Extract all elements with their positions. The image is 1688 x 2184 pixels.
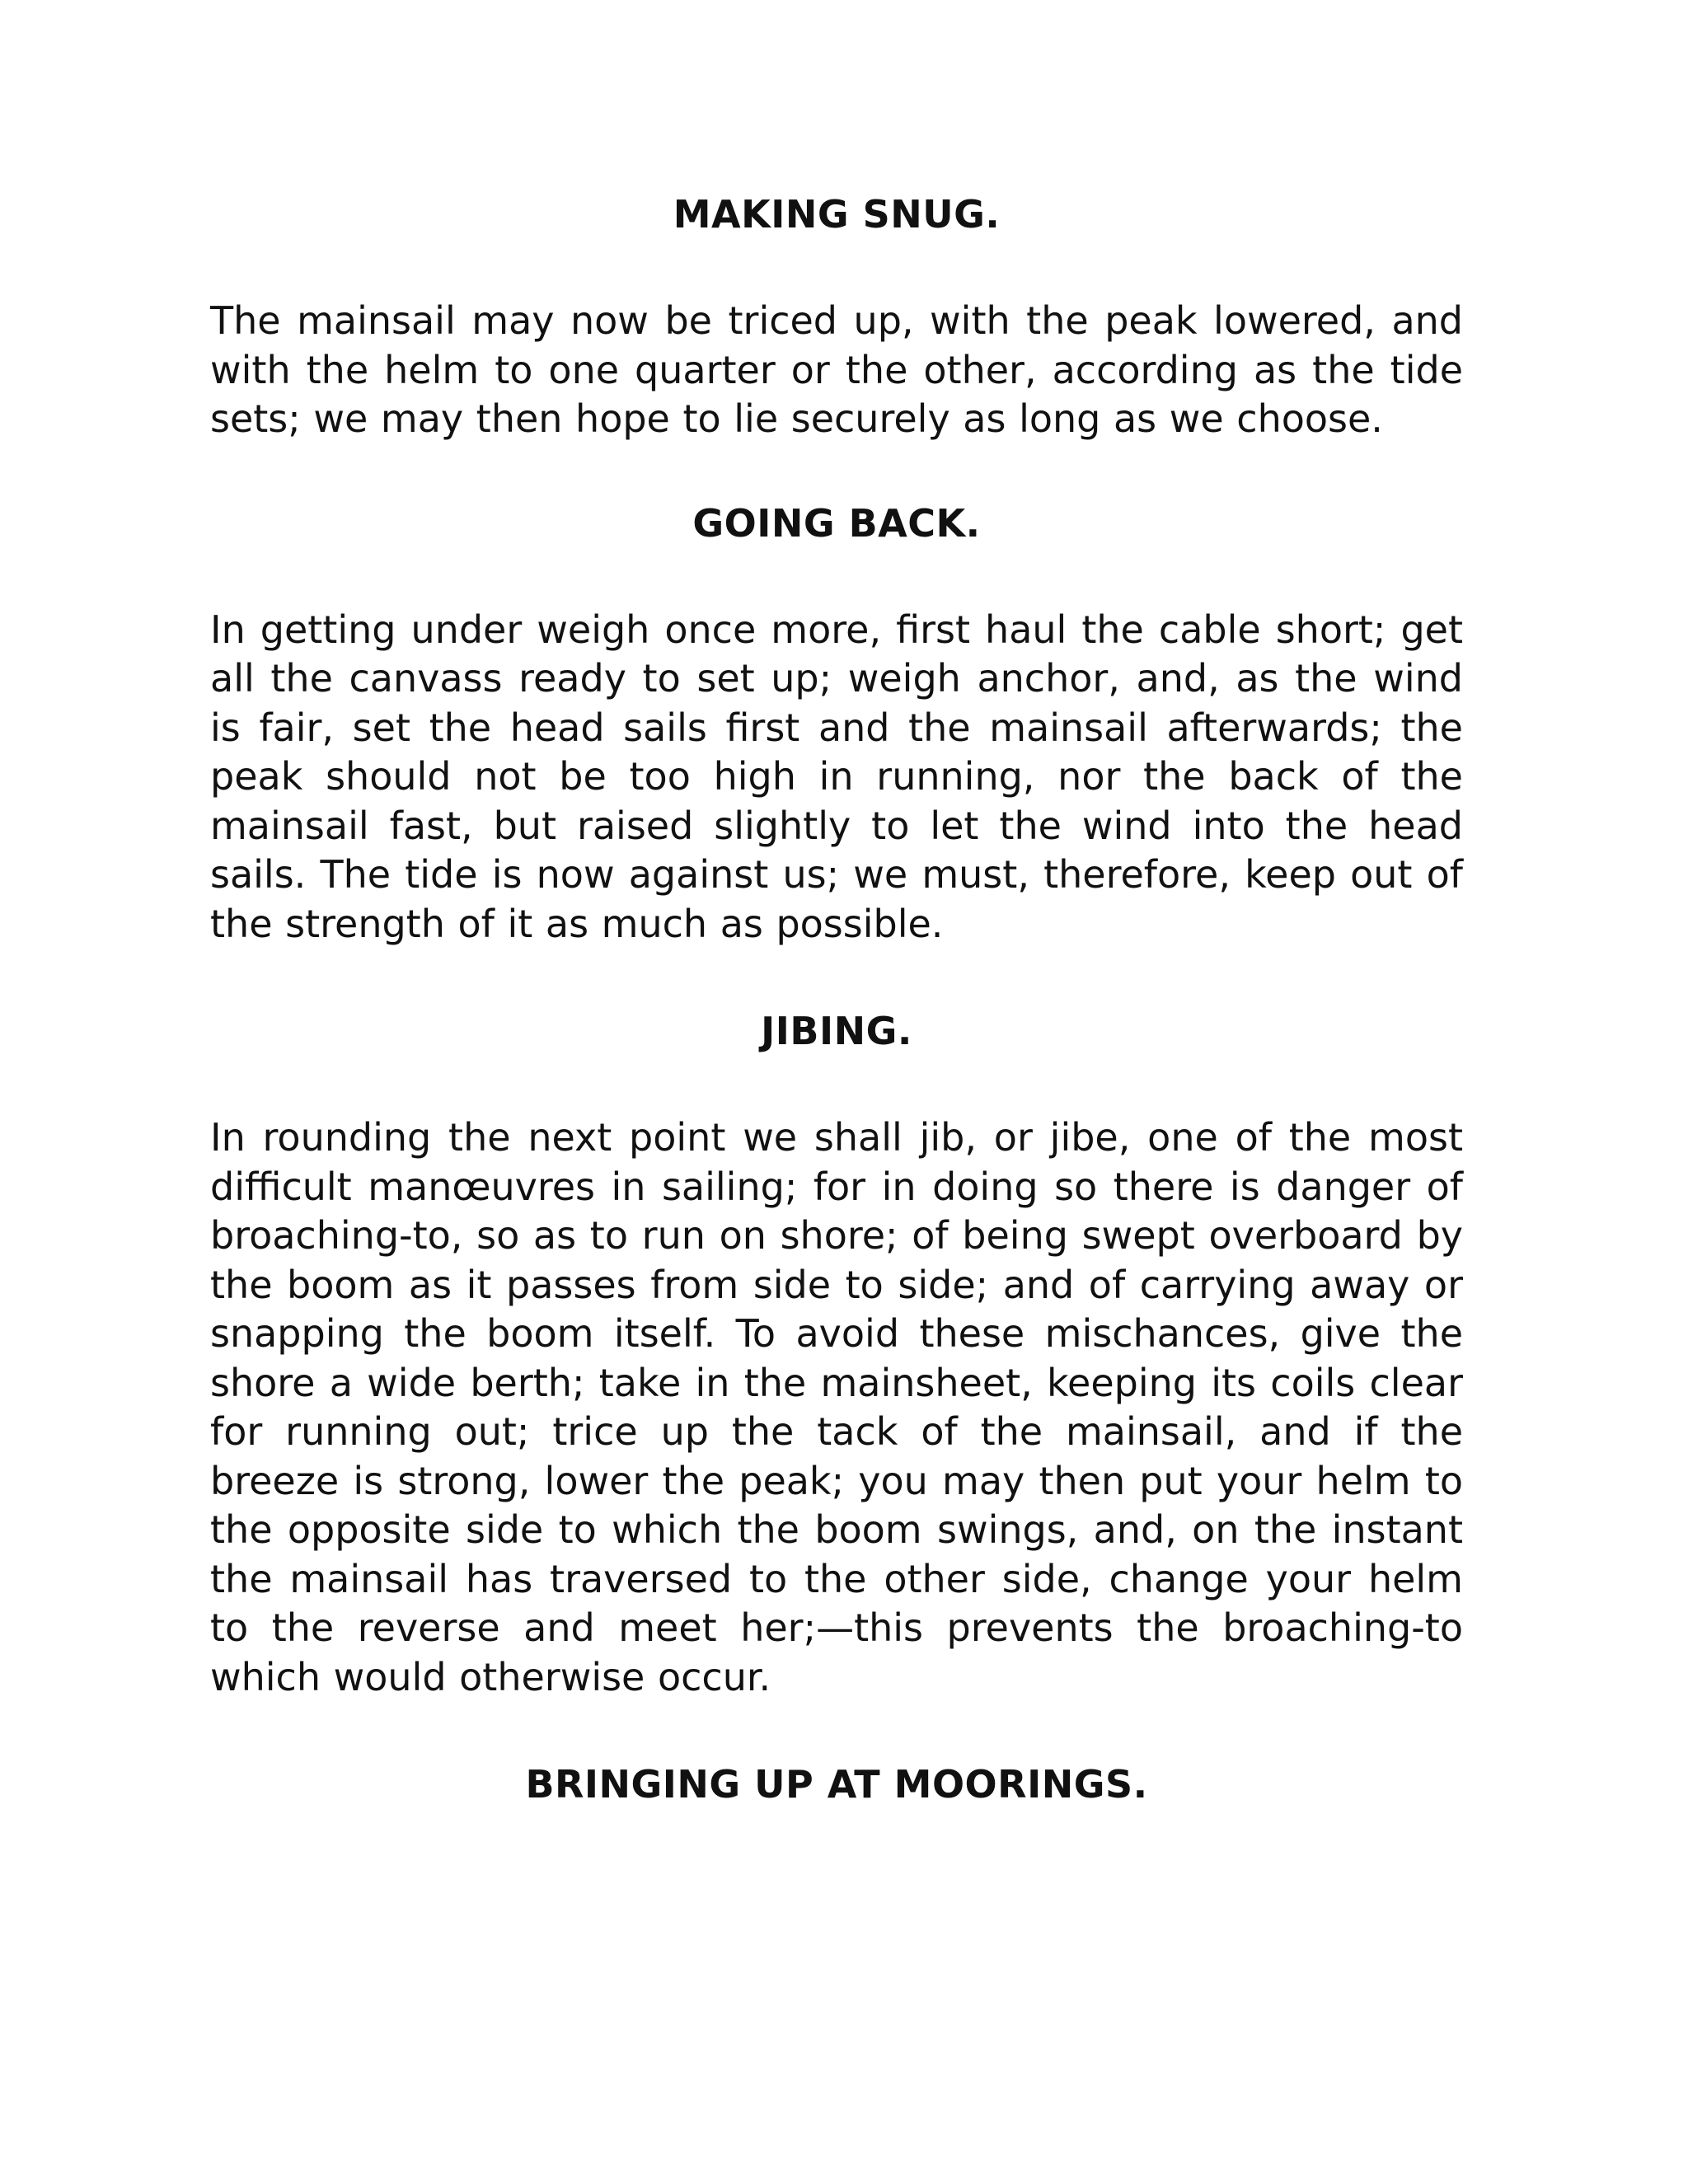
section-heading-bringing-up-at-moorings: BRINGING UP AT MOORINGS.: [525, 1762, 1148, 1807]
section-heading-jibing: JIBING.: [761, 1009, 912, 1053]
section-heading-making-snug: MAKING SNUG.: [673, 192, 1001, 237]
document-page: [210, 190, 1463, 1809]
section-paragraph-making-snug: The mainsail may now be triced up, with the peak lowered, and with the helm to one quarter or the other, according as the tide sets; we may then hope to lie securely as long as we choose.: [210, 298, 1463, 441]
section-paragraph-jibing: In rounding the next point we shall jib, or jibe, one of the most difficult manœuvres in sailing; for in doing so there is danger of broaching-to, so as to run on shore; of being swept overboard by the boom as it passes from side to side; and of carrying away or snapping the boom itself. To avoid these mischances, give the shore a wide berth; take in the mainsheet, keeping its coils clear for running out; trice up the tack of the mainsail, and if the breeze is strong, lower the peak; you may then put your helm to the opposite side to which the boom swings, and, on the instant the mainsail has traversed to the other side, change your helm to the reverse and meet her;—this prevents the broaching-to which would otherwise occur.: [210, 1115, 1463, 1699]
section-heading-going-back: GOING BACK.: [692, 500, 981, 546]
section-paragraph-going-back: In getting under weigh once more, first haul the cable short; get all the canvass ready to set up; weigh anchor, and, as the wind is fair, set the head sails first and the mainsail afterwards; the peak should not be too high in running, nor the back of the mainsail fast, but raised slightly to let the wind into the head sails. The tide is now against us; we must, therefore, keep out of the strength of it as much as possible.: [210, 607, 1463, 946]
